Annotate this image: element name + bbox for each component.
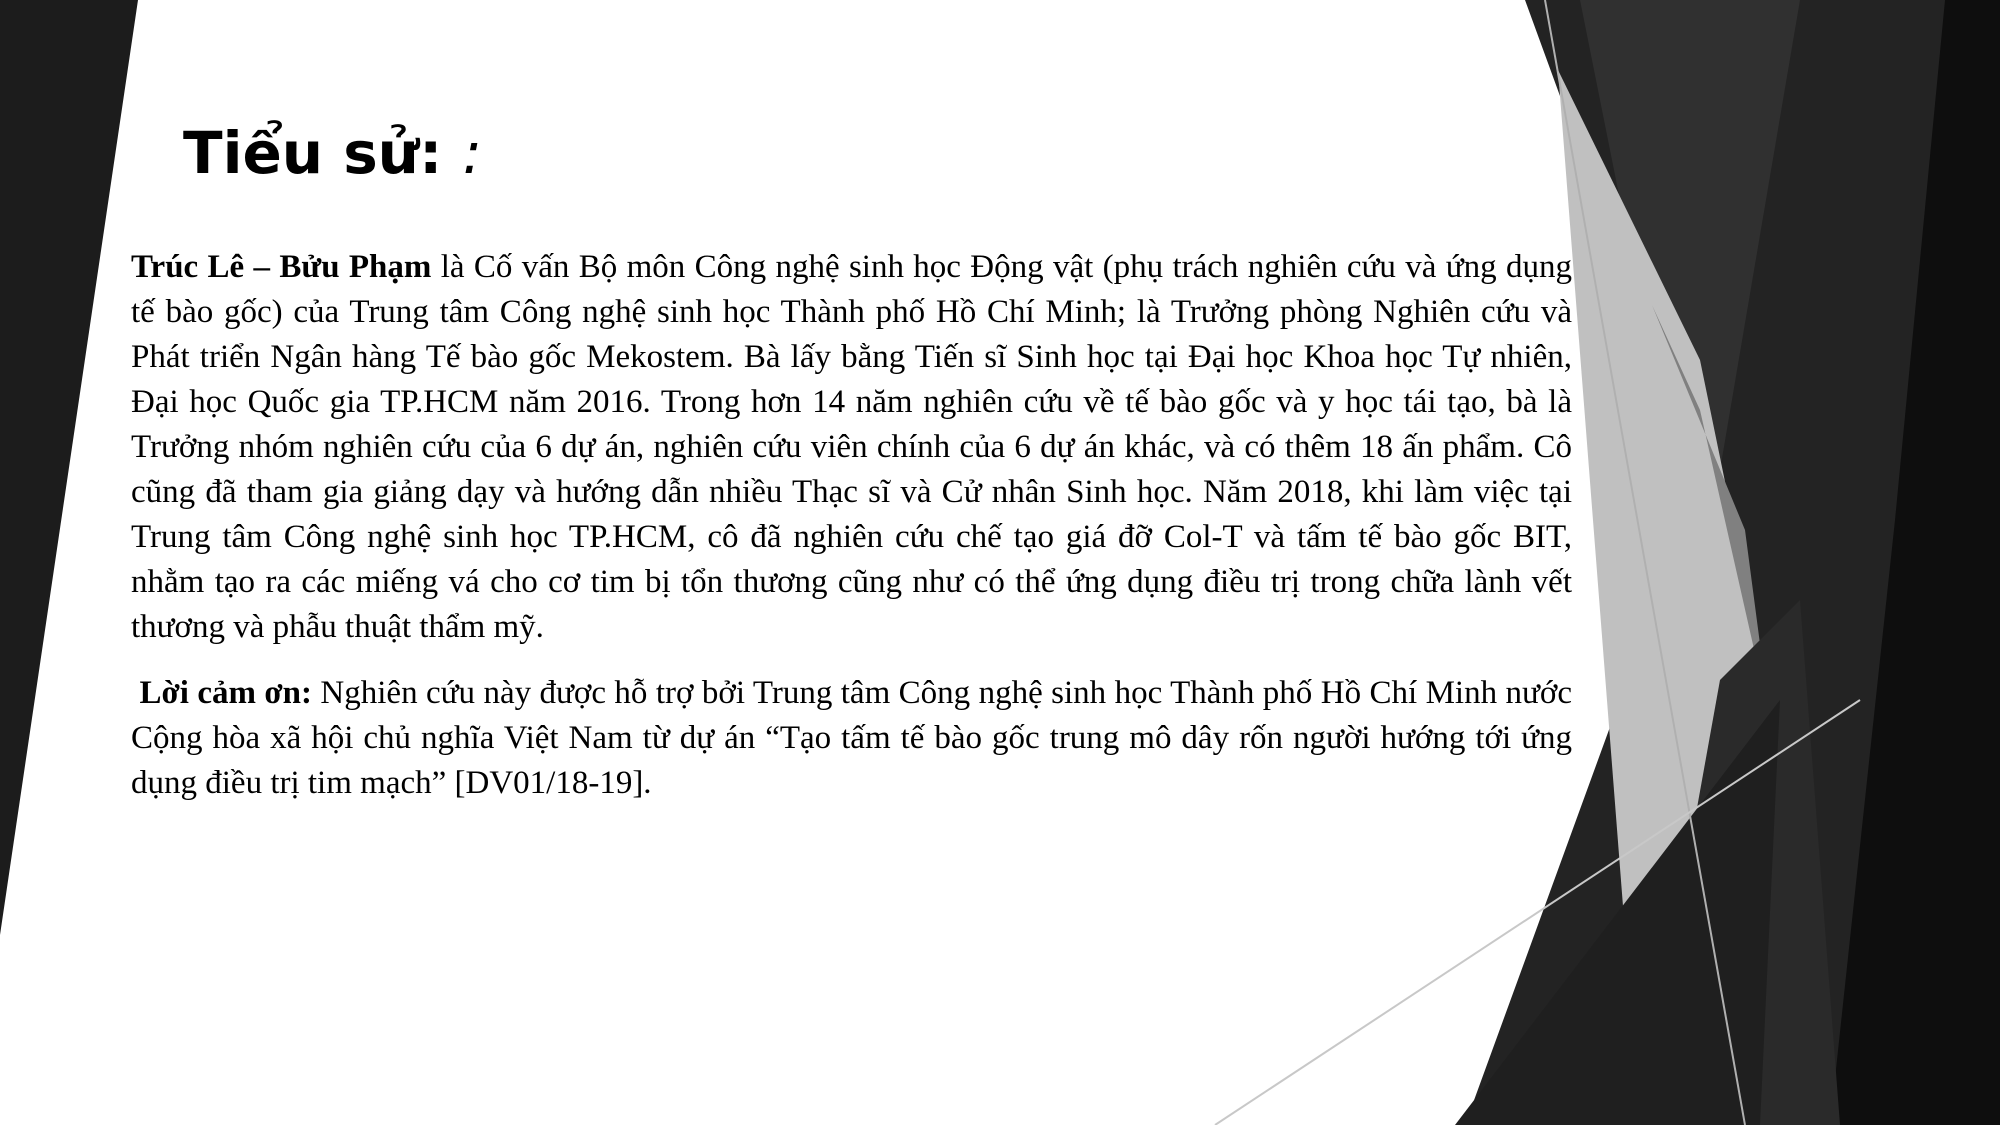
acknowledgement-label: Lời cảm ơn: — [139, 675, 312, 711]
bio-text: là Cố vấn Bộ môn Công nghệ sinh học Động vật (phụ trách nghiên cứu và ứng dụng tế bào gốc) của Trung tâm Công nghệ sinh học Thành phố Hồ Chí Minh; là Trưởng phòng Nghiên cứu và Phát triển Ngân hàng Tế bào gốc Mekostem. Bà lấy bằng Tiến sĩ Sinh học tại Đại học Khoa học Tự nhiên, Đại học Quốc gia TP.HCM năm 2016. Trong hơn 14 năm nghiên cứu về tế bào gốc và y học tái tạo, bà là Trưởng nhóm nghiên cứu của 6 dự án, nghiên cứu viên chính của 6 dự án khác, và có thêm 18 ấn phẩm. Cô cũng đã tham gia giảng dạy và hướng dẫn nhiều Thạc sĩ và Cử nhân Sinh học. Năm 2018, khi làm việc tại Trung tâm Công nghệ sinh học TP.HCM, cô đã nghiên cứu chế tạo giá đỡ Col-T và tấm tế bào gốc BIT, nhằm tạo ra các miếng vá cho cơ tim bị tổn thương cũng như có thể ứng dụng điều trị trong chữa lành vết thương và phẫu thuật thẩm mỹ. — [131, 249, 1572, 645]
acknowledgement-paragraph — [131, 671, 1572, 806]
title-text: Tiểu sử: — [183, 119, 463, 187]
body-text — [131, 245, 1572, 806]
left-dark-wedge — [0, 0, 138, 935]
bio-paragraph — [131, 245, 1572, 650]
title-suffix: : — [462, 119, 483, 187]
bio-name: Trúc Lê – Bửu Phạm — [131, 249, 432, 285]
acknowledgement-text: Nghiên cứu này được hỗ trợ bởi Trung tâm Công nghệ sinh học Thành phố Hồ Chí Minh nước Cộng hòa xã hội chủ nghĩa Việt Nam từ dự án “Tạo tấm tế bào gốc trung mô dây rốn người hướng tới ứng dụng điều trị tim mạch” [DV01/18-19]. — [131, 675, 1573, 801]
page-title — [183, 112, 482, 194]
